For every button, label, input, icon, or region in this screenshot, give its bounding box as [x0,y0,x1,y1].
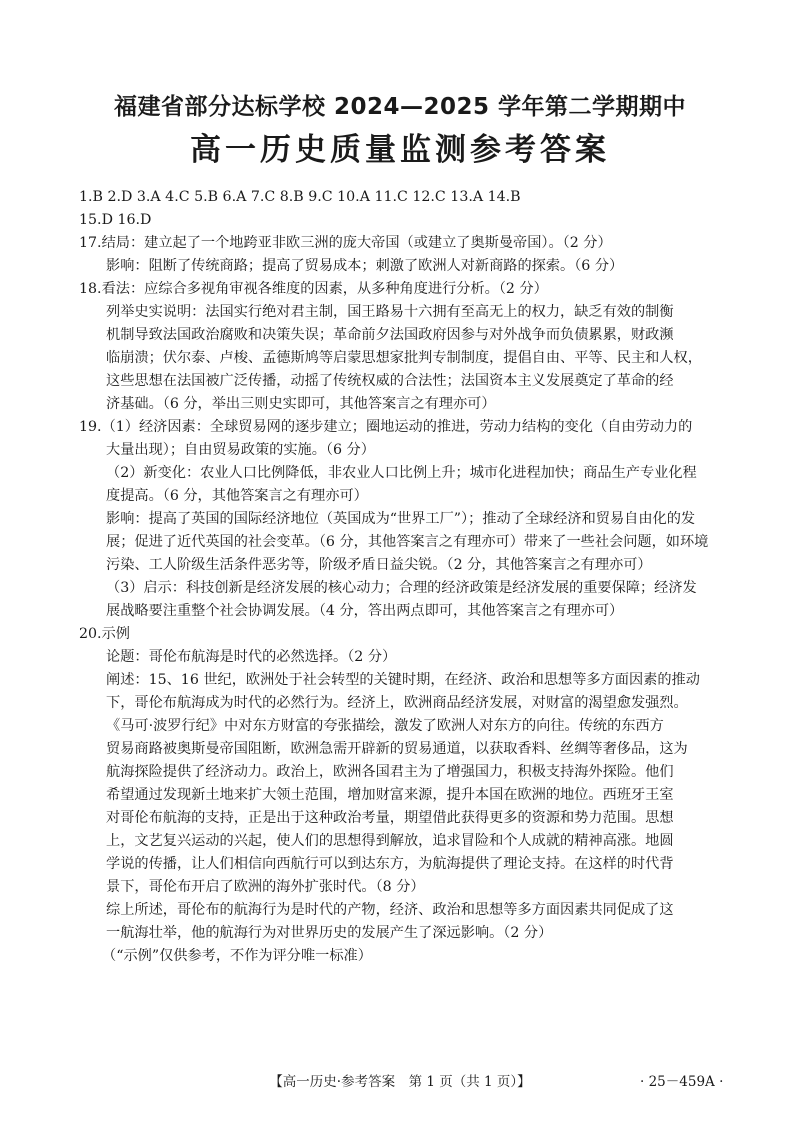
q20-line: 学说的传播，让人们相信向西航行可以到达东方，为航海提供了理论支持。在这样的时代背 [106,856,674,872]
q18-line: 列举史实说明：法国实行绝对君主制，国王路易十六拥有至高无上的权力，缺乏有效的制衡 [106,304,674,320]
footer-page-info: 【高一历史·参考答案 第 1 页（共 1 页）】 [269,1074,531,1090]
q19-line: （3）启示：科技创新是经济发展的核心动力；合理的经济政策是经济发展的重要保障；经济发 [106,580,697,596]
q20-line: 上，文艺复兴运动的兴起，使人们的思想得到解放，追求冒险和个人成就的精神高涨。地圆 [106,833,674,849]
q20-note: （“示例”仅供参考，不作为评分唯一标准） [102,948,372,964]
q18-line: 机制导致法国政治腐败和决策失误；革命前夕法国政府因参与对外战争而负债累累，财政濒 [106,327,674,343]
q20-line: 航海探险提供了经济动力。政治上，欧洲各国君主为了增强国力，积极支持海外探险。他们 [106,764,674,780]
q20-line: 20.示例 [79,626,130,642]
document-title-line2: 高一历史质量监测参考答案 [190,132,610,168]
q20-line: 综上所述，哥伦布的航海行为是时代的产物，经济、政治和思想等多方面因素共同促成了这 [106,902,674,918]
q20-line: 《马可·波罗行纪》中对东方财富的夸张描绘，激发了欧洲人对东方的向往。传统的东西方 [106,718,664,734]
q19-line: 大量出现）；自由贸易政策的实施。（6 分） [106,442,375,458]
q20-line: 贸易商路被奥斯曼帝国阻断，欧洲急需开辟新的贸易通道，以获取香料、丝绸等奢侈品，这为 [106,741,688,757]
q17-line: 17.结局：建立起了一个地跨亚非欧三洲的庞大帝国（或建立了奥斯曼帝国）。（2 分） [79,235,612,251]
mc-answers-line1: 1.B 2.D 3.A 4.C 5.B 6.A 7.C 8.B 9.C 10.A 11.C 12.C 13.A 14.B [79,189,521,205]
q19-line: 度提高。（6 分，其他答案言之有理亦可） [106,488,368,504]
mc-answers-line2: 15.D 16.D [79,212,152,228]
q19-line: 污染、工人阶级生活条件恶劣等，阶级矛盾日益尖锐。（2 分，其他答案言之有理亦可） [106,557,652,573]
q20-line: 论题：哥伦布航海是时代的必然选择。（2 分） [106,649,397,665]
q20-line: 希望通过发现新土地来扩大领土范围，增加财富来源，提升本国在欧洲的地位。西班牙王室 [106,787,674,803]
q19-line: 展战略要注重整个社会协调发展。（4 分，答出两点即可，其他答案言之有理亦可） [106,603,624,619]
q18-line: 临崩溃；伏尔泰、卢梭、孟德斯鸠等启蒙思想家批判专制制度，提倡自由、平等、民主和人权， [106,350,702,366]
q17-line: 影响：阻断了传统商路；提高了贸易成本；刺激了欧洲人对新商路的探索。（6 分） [106,258,624,274]
q19-line: 展；促进了近代英国的社会变革。（6 分，其他答案言之有理亦可）带来了一些社会问题，如环境 [106,534,709,550]
q19-line: （2）新变化：农业人口比例降低，非农业人口比例上升；城市化进程加快；商品生产专业化程 [106,465,697,481]
q18-line: 济基础。（6 分，举出三则史实即可，其他答案言之有理亦可） [106,396,496,412]
q20-line: 一航海壮举，他的航海行为对世界历史的发展产生了深远影响。（2 分） [106,925,553,941]
q19-line: 影响：提高了英国的国际经济地位（英国成为“世界工厂”）；推动了全球经济和贸易自由化的发 [106,511,696,527]
answer-body [79,186,729,968]
q18-line: 这些思想在法国被广泛传播，动摇了传统权威的合法性；法国资本主义发展奠定了革命的经 [106,373,674,389]
q20-line: 下，哥伦布航海成为时代的必然行为。经济上，欧洲商品经济发展，对财富的渴望愈发强烈。 [106,695,688,711]
q20-line: 对哥伦布航海的支持，正是出于这种政治考量，期望借此获得更多的资源和势力范围。思想 [106,810,674,826]
q19-line: 19.（1）经济因素：全球贸易网的逐步建立；圈地运动的推进，劳动力结构的变化（自由劳动力的 [79,419,693,435]
q18-line: 18.看法：应综合多视角审视各维度的因素，从多种角度进行分析。（2 分） [79,281,548,297]
footer-code: · 25－459A · [640,1074,724,1090]
document-title-line1: 福建省部分达标学校 2024—2025 学年第二学期期中 [113,94,687,120]
q20-line: 阐述：15、16 世纪，欧洲处于社会转型的关键时期，在经济、政治和思想等多方面因素的推动 [106,672,700,688]
q20-line: 景下，哥伦布开启了欧洲的海外扩张时代。（8 分） [106,879,425,895]
